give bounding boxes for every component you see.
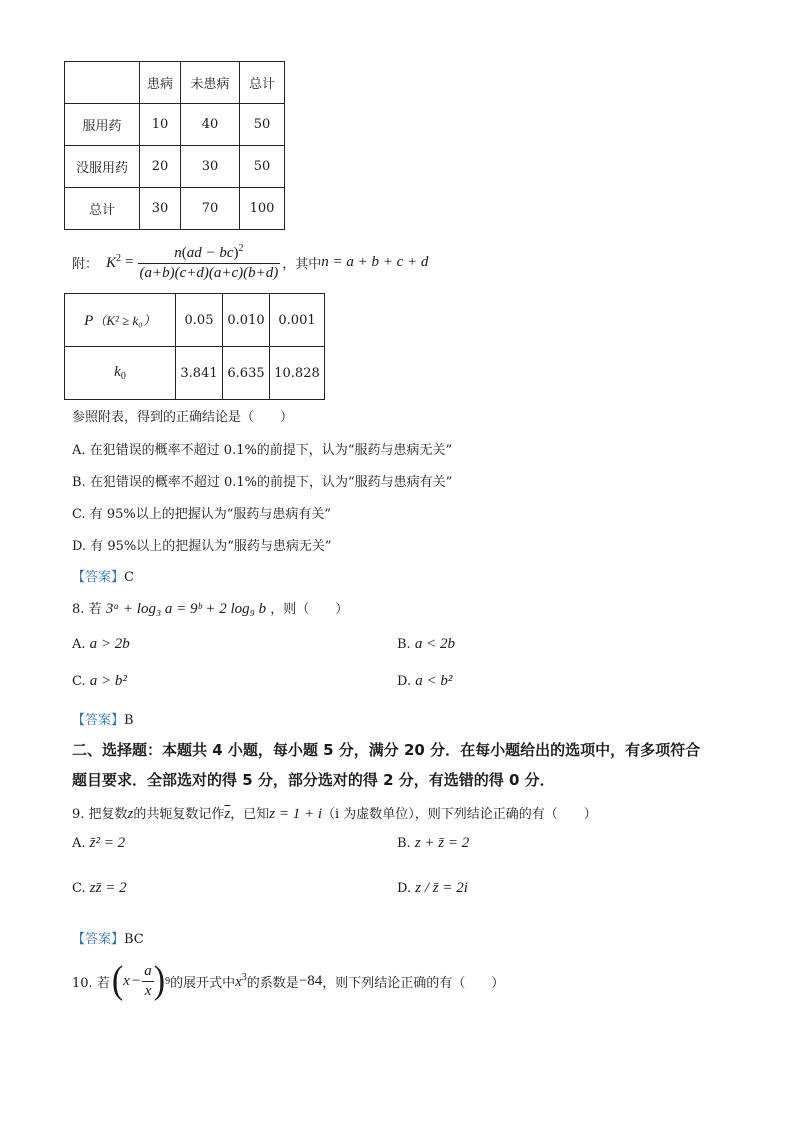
table-row xyxy=(65,294,325,347)
contingency-table xyxy=(64,61,285,230)
question-7-stem: 参照附表，得到的正确结论是（ ） xyxy=(72,410,294,425)
question-8-answer xyxy=(72,709,134,728)
table-cell: P（K² ≥ k₀） xyxy=(65,294,176,347)
question-9-option-d: D. z / z̄ = 2i xyxy=(397,880,468,896)
answer-value: B xyxy=(124,713,134,728)
table-cell: 0.05 xyxy=(176,294,223,347)
question-8-option-c: C. a > b² xyxy=(72,673,127,689)
formula-prefix: 附： xyxy=(72,256,99,272)
section-2-heading-line-1: 二、选择题：本题共 4 小题，每小题 5 分，满分 20 分．在每小题给出的选项中，有多项符合 xyxy=(72,741,701,759)
question-8-option-a: A. a > 2b xyxy=(72,636,130,652)
conjugate-symbol: $\overline{z}$ xyxy=(224,806,231,822)
formula-lhs: $K^2$ xyxy=(106,252,122,271)
chi-square-formula: 附： $K^2$ = $\frac{n(ad - bc)^2}{(a+b)(c+d)(a+c)(b+d)}$ ，其中 n = a + b + c + d xyxy=(72,242,429,281)
formula-suffix: ，其中 xyxy=(282,256,322,272)
table-cell: 40 xyxy=(181,104,240,146)
answer-value: C xyxy=(124,570,134,585)
table-row xyxy=(65,188,285,230)
question-9-stem: 9. 把复数z的共轭复数记作$\overline{z}$，已知z = 1 + i（i 为虚数单位），则下列结论正确的有（ ） xyxy=(72,806,597,822)
question-10-binomial: ( x − $\frac{a}{x}$ ) 9 xyxy=(111,959,171,1002)
answer-label: 【答案】 xyxy=(72,570,125,585)
table-cell: 3.841 xyxy=(176,347,223,400)
table-header-cell: 未患病 xyxy=(181,62,240,104)
table-row xyxy=(65,347,325,400)
question-9-option-a: A. z̄² = 2 xyxy=(72,835,126,851)
section-2-heading-line-2: 题目要求．全部选对的得 5 分，部分选对的得 2 分，有选错的得 0 分． xyxy=(72,771,555,789)
question-9-option-c: C. zz̄ = 2 xyxy=(72,880,127,896)
question-9-option-b: B. z + z̄ = 2 xyxy=(397,835,470,851)
answer-value: BC xyxy=(124,932,144,947)
formula-fraction: $\frac{n(ad - bc)^2}{(a+b)(c+d)(a+c)(b+d)}$ xyxy=(139,242,279,281)
table-cell: 0.001 xyxy=(270,294,325,347)
question-8-equation: 3ᵃ + log₃ a = 9ᵇ + 2 log₉ b xyxy=(105,601,267,617)
formula-n-def: n = a + b + c + d xyxy=(321,253,429,270)
table-cell: 70 xyxy=(181,188,240,230)
table-header-cell: 患病 xyxy=(140,62,181,104)
question-7-option-c: C. 有 95%以上的把握认为“服药与患病有关” xyxy=(72,507,332,522)
critical-value-table xyxy=(64,293,325,400)
table-cell: 50 xyxy=(240,104,285,146)
table-header-row xyxy=(65,62,285,104)
question-7-option-b: B. 在犯错误的概率不超过 0.1%的前提下，认为“服药与患病有关” xyxy=(72,475,453,490)
question-8-stem: 8. 若 3ᵃ + log₃ a = 9ᵇ + 2 log₉ b ，则（ ） xyxy=(72,601,349,617)
question-8-option-d: D. a < b² xyxy=(397,673,453,689)
question-10-stem: 10. 若 ( x − $\frac{a}{x}$ ) 9 的展开式中 $x^3$ 的系数是 −84 ，则下列结论正确的有（ ） xyxy=(72,959,505,1002)
table-cell: 100 xyxy=(240,188,285,230)
table-cell: 30 xyxy=(181,146,240,188)
table-cell: 服用药 xyxy=(65,104,140,146)
answer-label: 【答案】 xyxy=(72,932,125,947)
table-cell: $k_0$ xyxy=(65,347,176,400)
answer-label: 【答案】 xyxy=(72,713,125,728)
question-7-option-d: D. 有 95%以上的把握认为“服药与患病无关” xyxy=(72,539,332,554)
question-9-answer xyxy=(72,928,144,947)
question-10-coefficient: −84 xyxy=(298,972,323,989)
question-8-option-b: B. a < 2b xyxy=(397,636,455,652)
table-header-cell: 总计 xyxy=(240,62,285,104)
table-cell: 10 xyxy=(140,104,181,146)
table-row xyxy=(65,104,285,146)
question-7-option-a: A. 在犯错误的概率不超过 0.1%的前提下，认为“服药与患病无关” xyxy=(72,443,453,458)
table-cell: 0.010 xyxy=(223,294,270,347)
table-cell: 20 xyxy=(140,146,181,188)
table-cell: 50 xyxy=(240,146,285,188)
table-row xyxy=(65,146,285,188)
table-cell: 没服用药 xyxy=(65,146,140,188)
table-cell: 10.828 xyxy=(270,347,325,400)
table-cell: 30 xyxy=(140,188,181,230)
question-7-answer xyxy=(72,566,134,585)
table-cell: 总计 xyxy=(65,188,140,230)
table-cell: 6.635 xyxy=(223,347,270,400)
table-cell xyxy=(65,62,140,104)
